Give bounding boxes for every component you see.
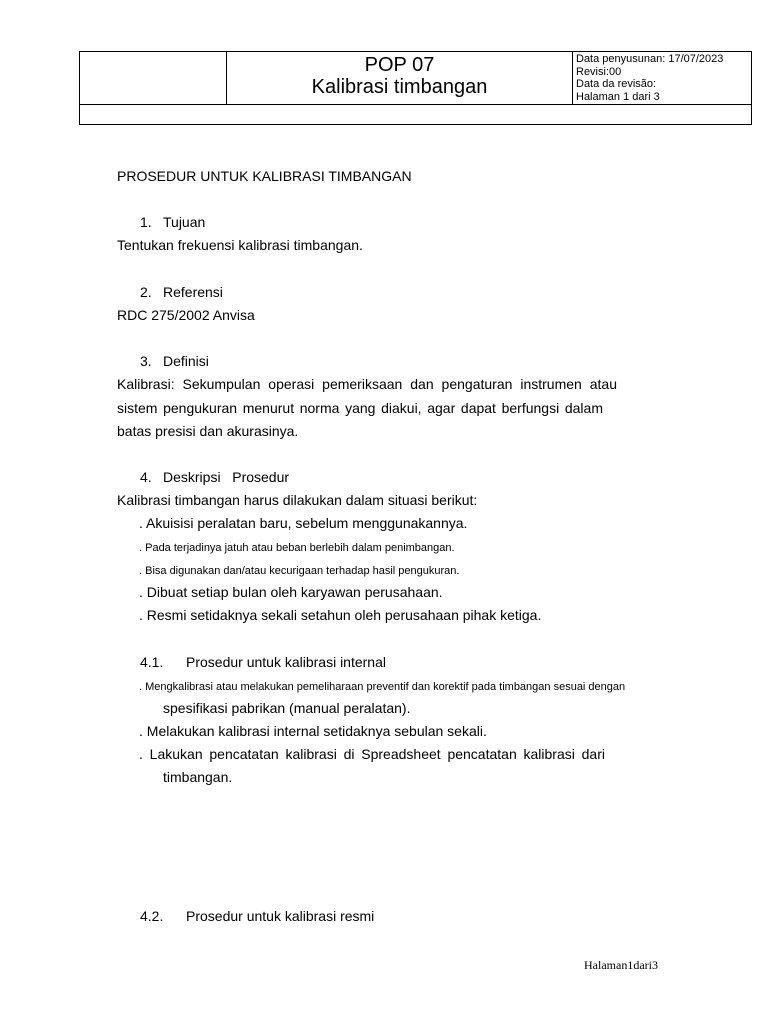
revision: Revisi:00 [576, 65, 622, 78]
section-text: RDC 275/2002 Anvisa [117, 307, 255, 323]
subsection-heading: Prosedur untuk kalibrasi internal [186, 654, 386, 670]
list-item-continuation: spesifikasi pabrikan (manual peralatan). [163, 700, 411, 716]
list-item: . Dibuat setiap bulan oleh karyawan perusahaan. [139, 584, 443, 600]
list-item-continuation: timbangan. [163, 769, 233, 785]
section-number: 3. [140, 353, 152, 369]
date-compiled: Data penyusunan: 17/07/2023 [576, 53, 724, 65]
document-title: Kalibrasi timbangan [311, 76, 488, 98]
header-meta-cell [576, 53, 752, 103]
list-item: . Pada terjadinya jatuh atau beban berlebih dalam penimbangan. [139, 542, 455, 554]
definition-line: sistem pengukuran menurut norma yang diakui, agar dapat berfungsi dalam [117, 400, 603, 416]
list-item: . Bisa digunakan dan/atau kecurigaan terhadap hasil pengukuran. [139, 565, 460, 577]
main-title: PROSEDUR UNTUK KALIBRASI TIMBANGAN [117, 168, 412, 184]
section-intro: Kalibrasi timbangan harus dilakukan dalam situasi berikut: [117, 492, 478, 508]
list-item: . Akuisisi peralatan baru, sebelum menggunakannya. [139, 515, 468, 531]
definition-line: batas presisi dan akurasinya. [117, 423, 299, 439]
revision-date: Data da revisão: [576, 78, 657, 90]
list-item: . Melakukan kalibrasi internal setidaknya sebulan sekali. [139, 723, 487, 739]
list-item: . Resmi setidaknya sekali setahun oleh perusahaan pihak ketiga. [139, 607, 542, 623]
page-footer: Halaman1dari3 [584, 958, 658, 972]
page-indicator: Halaman 1 dari 3 [576, 90, 660, 103]
section-heading: Tujuan [163, 214, 206, 230]
section-number: 2. [140, 284, 152, 300]
definition-line: Kalibrasi: Sekumpulan operasi pemeriksaan dan pengaturan instrumen atau [117, 376, 617, 392]
header-divider [572, 52, 573, 104]
header-divider [80, 104, 751, 105]
section-heading: Deskripsi Prosedur [163, 469, 290, 485]
subsection-heading: Prosedur untuk kalibrasi resmi [186, 908, 375, 924]
section-heading: Definisi [163, 353, 209, 369]
list-item: . Mengkalibrasi atau melakukan pemeliharaan preventif dan korektif pada timbangan sesuai dengan [139, 681, 626, 693]
list-item: . Lakukan pencatatan kalibrasi di Spreadsheet pencatatan kalibrasi dari [139, 746, 605, 762]
header-table [79, 51, 752, 125]
section-heading: Referensi [163, 284, 223, 300]
subsection-number: 4.1. [140, 654, 164, 670]
subsection-number: 4.2. [140, 908, 164, 924]
section-text: Tentukan frekuensi kalibrasi timbangan. [117, 237, 363, 253]
section-number: 4. [140, 469, 152, 485]
header-title-cell [227, 52, 572, 104]
document-code: POP 07 [364, 54, 435, 76]
section-number: 1. [140, 214, 152, 230]
